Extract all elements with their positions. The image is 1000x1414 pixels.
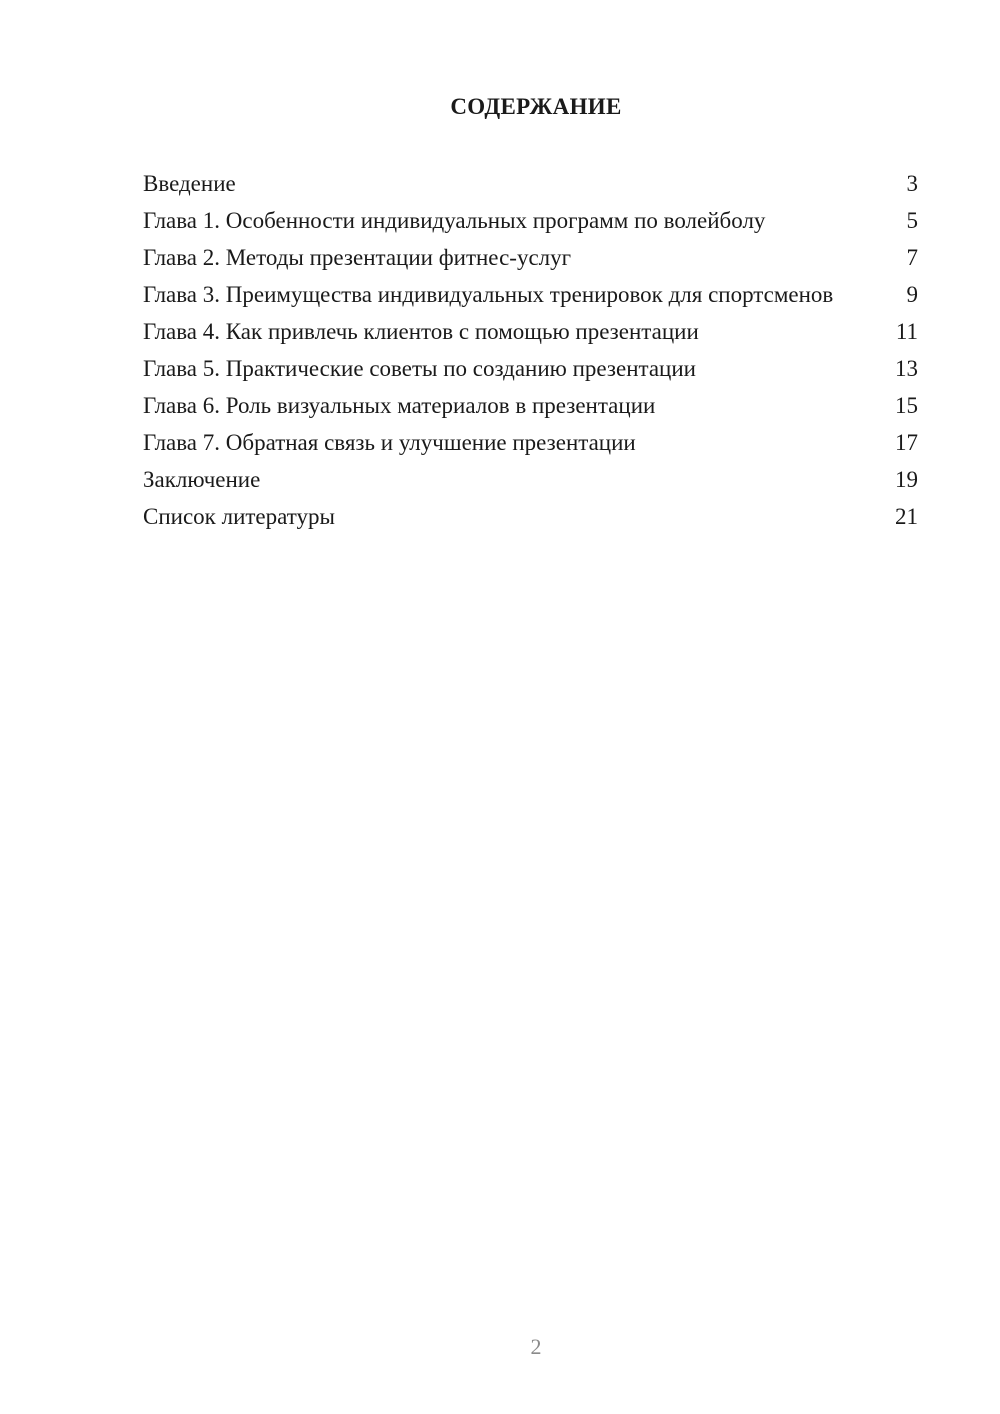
toc-entry-title: Глава 2. Методы презентации фитнес-услуг [143,245,572,270]
toc-entry-title: Глава 1. Особенности индивидуальных программ по волейболу [143,208,766,233]
toc-entry [143,429,918,456]
toc-entry [143,170,918,197]
toc-entry-page: 19 [895,467,918,492]
toc-entry-title: Глава 6. Роль визуальных материалов в презентации [143,393,656,418]
toc-entry-title: Заключение [143,467,261,492]
toc-heading: СОДЕРЖАНИЕ [450,94,622,119]
toc-entry [143,503,918,530]
toc-entry [143,355,918,382]
toc-entry-page: 13 [895,356,918,381]
toc-entry-title: Глава 4. Как привлечь клиентов с помощью презентации [143,319,699,344]
toc-entry-title: Глава 3. Преимущества индивидуальных тренировок для спортсменов [143,282,834,307]
page-number: 2 [530,1334,542,1359]
toc-entry-title: Глава 7. Обратная связь и улучшение презентации [143,430,636,455]
toc-entry-page: 9 [906,282,918,307]
toc-entry-page: 11 [895,319,918,344]
toc-entry-page: 7 [906,245,918,270]
table-of-contents [143,170,918,540]
toc-entry-page: 3 [906,171,918,196]
toc-entry [143,281,918,308]
toc-entry [143,318,918,345]
toc-entry [143,466,918,493]
toc-entry-title: Введение [143,171,236,196]
toc-entry [143,244,918,271]
toc-entry-page: 5 [906,208,918,233]
toc-entry-title: Список литературы [143,504,335,529]
toc-entry [143,207,918,234]
toc-entry-page: 17 [895,430,918,455]
toc-entry [143,392,918,419]
toc-entry-page: 15 [895,393,918,418]
toc-entry-page: 21 [895,504,918,529]
toc-entry-title: Глава 5. Практические советы по созданию презентации [143,356,696,381]
